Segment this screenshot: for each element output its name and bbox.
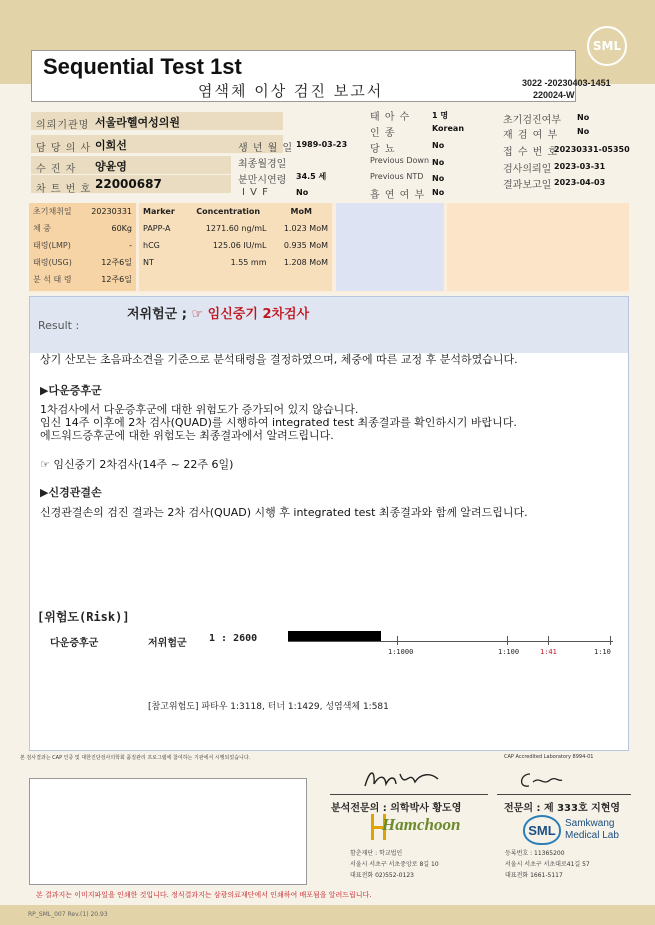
risk-condition: 다운증후군	[50, 638, 99, 649]
result-header	[30, 297, 628, 353]
sml-wordmark-2: Medical Lab	[565, 830, 619, 841]
recheck-value: No	[577, 127, 590, 136]
marker-row	[139, 237, 332, 254]
marker-row	[139, 220, 332, 237]
patient-value: 양윤영	[95, 160, 127, 173]
measure-left-label: 체 중	[33, 224, 51, 233]
result-next-test: ☞ 임신중기 2차검사	[191, 307, 310, 322]
scale-tick-10	[610, 636, 611, 645]
chart-no-value: 22000687	[95, 177, 162, 191]
sml-tel: 대표전화 1661-5117	[505, 872, 563, 879]
scale-label-10: 1:10	[594, 648, 611, 656]
measure-left-row	[29, 254, 136, 271]
measure-left-value: 12주6일	[101, 275, 132, 284]
report-title: Sequential Test 1st	[43, 54, 242, 79]
concentration-header: Concentration	[196, 207, 261, 216]
measure-left-value: 12주6일	[101, 258, 132, 267]
risk-heading: [위험도(Risk)]	[37, 610, 130, 624]
measure-left-value: 60Kg	[111, 224, 132, 233]
risk-bar	[288, 631, 381, 641]
accreditation-note: 본 검사결과는 CAP 인증 및 대한진단검사의학회 품질관리 프로그램에 참여하는 기관에서 시행되었습니다.	[20, 755, 251, 761]
race-value: Korean	[432, 124, 465, 133]
analyst-line	[330, 794, 488, 795]
marker-name: NT	[143, 258, 154, 267]
ntd-line-1: 신경관결손의 검진 결과는 2차 검사(QUAD) 시행 후 integrated test 최종결과와 함께 알려드립니다.	[40, 506, 528, 519]
sml-wordmark	[565, 818, 619, 842]
dob-value: 1989-03-23	[296, 140, 348, 149]
marker-concentration: 125.06 IU/mL	[212, 241, 267, 250]
report-date-label: 결과보고일	[503, 180, 552, 191]
smoking-label: 흡 연 여 부	[370, 190, 426, 201]
marker-name: hCG	[143, 241, 160, 250]
marker-table	[139, 203, 332, 271]
hamchoon-addr-1: 함춘재단 : 학교법인	[350, 850, 403, 857]
sml-logo-mark: SML	[523, 815, 561, 845]
patient-label: 수 진 자	[36, 164, 77, 175]
request-date-label: 검사의뢰일	[503, 164, 552, 175]
doc-no-line2: 220024-W	[533, 90, 575, 100]
down-line-2: 임신 14주 이후에 2차 검사(QUAD)를 시행하여 integrated test 최종결과를 확인하시기 바랍니다.	[40, 416, 517, 429]
recheck-label: 재 검 여 부	[503, 130, 559, 141]
mom-header: MoM	[290, 207, 312, 216]
institution-value: 서울라헬여성의원	[95, 116, 181, 129]
result-risk-text: 저위험군 ;	[127, 307, 187, 322]
age-label: 분만시연령	[238, 175, 287, 186]
scale-label-41: 1:41	[540, 648, 557, 656]
marker-header: Marker	[143, 207, 175, 216]
lmp-label: 최종월경일	[238, 159, 287, 170]
cap-accreditation: CAP Accredited Laboratory 8994-01	[504, 754, 594, 760]
receipt-no-label: 접 수 번 호	[503, 147, 559, 158]
hamchoon-info	[350, 848, 439, 881]
scale-tick-41	[548, 636, 549, 645]
specialist-name: 전문의 : 제 333호 지현영	[504, 803, 621, 814]
prev-ntd-value: No	[432, 174, 445, 183]
prev-ntd-label: Previous NTD	[370, 172, 424, 181]
scale-label-100: 1:100	[498, 648, 520, 656]
down-line-3: 에드워드증후군에 대한 위험도는 최종결과에서 알려드립니다.	[40, 429, 334, 442]
scale-label-1000: 1:1000	[388, 648, 414, 656]
marker-row	[139, 254, 332, 271]
down-syndrome-heading: ▶다운증후군	[40, 384, 102, 397]
fetus-label: 태 아 수	[370, 112, 411, 123]
sml-addr-2: 서울시 서초구 서초대로41길 57	[505, 861, 590, 868]
analysis-note: 상기 산모는 초음파소견을 기준으로 분석태령을 결정하였으며, 체중에 따른 교정 후 분석하였습니다.	[40, 353, 518, 366]
prev-down-label: Previous Down	[370, 156, 430, 165]
measure-left-label: 태령(USG)	[33, 258, 72, 267]
measure-blank-2	[447, 203, 629, 291]
measure-left-table	[29, 203, 136, 288]
diabetes-value: No	[432, 141, 445, 150]
first-exam-value: No	[577, 113, 590, 122]
ntd-heading: ▶신경관결손	[40, 486, 102, 499]
scale-tick-100	[507, 636, 508, 645]
prev-down-value: No	[432, 158, 445, 167]
chart-no-label: 차 트 번 호	[36, 184, 92, 195]
document-number	[522, 77, 611, 101]
measure-blank-1	[336, 203, 444, 291]
hamchoon-tel: 대표전화 02)552-0123	[350, 872, 414, 879]
marker-mom: 0.935 MoM	[283, 241, 328, 250]
risk-scale-axis	[288, 641, 613, 642]
marker-name: PAPP-A	[143, 224, 171, 233]
marker-concentration: 1.55 mm	[230, 258, 267, 267]
hamchoon-wordmark: Hamchoon	[382, 815, 461, 834]
reference-risk: [참고위험도] 파타우 1:3118, 터너 1:1429, 성염색체 1:581	[148, 702, 389, 712]
marker-mom: 1.023 MoM	[283, 224, 328, 233]
result-risk-group	[127, 303, 309, 322]
race-label: 인 종	[370, 128, 396, 139]
doctor-value: 이희선	[95, 139, 127, 152]
age-value: 34.5 세	[296, 172, 327, 181]
scale-tick-1000	[397, 636, 398, 645]
down-line-1: 1차검사에서 다운증후군에 대한 위험도가 증가되어 있지 않습니다.	[40, 403, 359, 416]
receipt-no-value: 20230331-05350	[554, 145, 630, 154]
institution-label: 의뢰기관명	[36, 120, 90, 131]
request-date-value: 2023-03-31	[554, 162, 606, 171]
measure-left-label: 태령(LMP)	[33, 241, 71, 250]
report-date-value: 2023-04-03	[554, 178, 606, 187]
fetus-value: 1 명	[432, 111, 449, 120]
next-test-note: ☞ 임신중기 2차검사(14주 ~ 22주 6일)	[40, 458, 234, 471]
stamp-box	[29, 778, 307, 885]
specialist-signature	[515, 766, 565, 794]
measure-left-value: -	[129, 241, 132, 250]
risk-group: 저위험군	[148, 638, 187, 649]
measure-left-row	[29, 203, 136, 220]
sml-addr-1: 등록번호 : 11365200	[505, 850, 565, 857]
marker-mom: 1.208 MoM	[283, 258, 328, 267]
risk-ratio: 1 : 2600	[209, 633, 258, 644]
sml-wordmark-1: Samkwang	[565, 818, 615, 829]
measure-left-label: 분 석 태 령	[33, 275, 72, 284]
measure-left-row	[29, 220, 136, 237]
dob-label: 생 년 월 일	[238, 143, 294, 154]
result-label: Result :	[38, 319, 80, 332]
measure-left-value: 20230331	[91, 207, 132, 216]
marker-concentration: 1271.60 ng/mL	[205, 224, 267, 233]
smoking-value: No	[432, 188, 445, 197]
measure-left-row	[29, 271, 136, 288]
doctor-label: 담 당 의 사	[36, 143, 92, 154]
print-notice: 본 결과지는 이미지파일을 인쇄한 것입니다. 정식결과지는 삼광의료재단에서 인쇄하여 배포됨을 알려드립니다.	[36, 891, 372, 899]
report-subtitle: 염색체 이상 검진 보고서	[198, 82, 384, 100]
form-code: RP_SML_007 Rev.(1) 20.93	[28, 911, 108, 918]
ivf-label: I V F	[242, 187, 269, 198]
diabetes-label: 당 뇨	[370, 144, 396, 155]
first-exam-label: 초기검진여부	[503, 115, 561, 126]
doc-no-line1: 3022 -20230403-1451	[522, 78, 611, 88]
analyst-name: 분석전문의 : 의학박사 황도영	[331, 803, 462, 814]
sml-logo: SML	[587, 26, 627, 66]
ivf-value: No	[296, 188, 309, 197]
measure-left-label: 초기채취일	[33, 207, 72, 216]
specialist-line	[497, 794, 631, 795]
analyst-signature	[360, 764, 450, 794]
hamchoon-addr-2: 서울시 서초구 서초중앙로 8길 10	[350, 861, 439, 868]
measure-left-row	[29, 237, 136, 254]
sml-info	[505, 848, 590, 881]
